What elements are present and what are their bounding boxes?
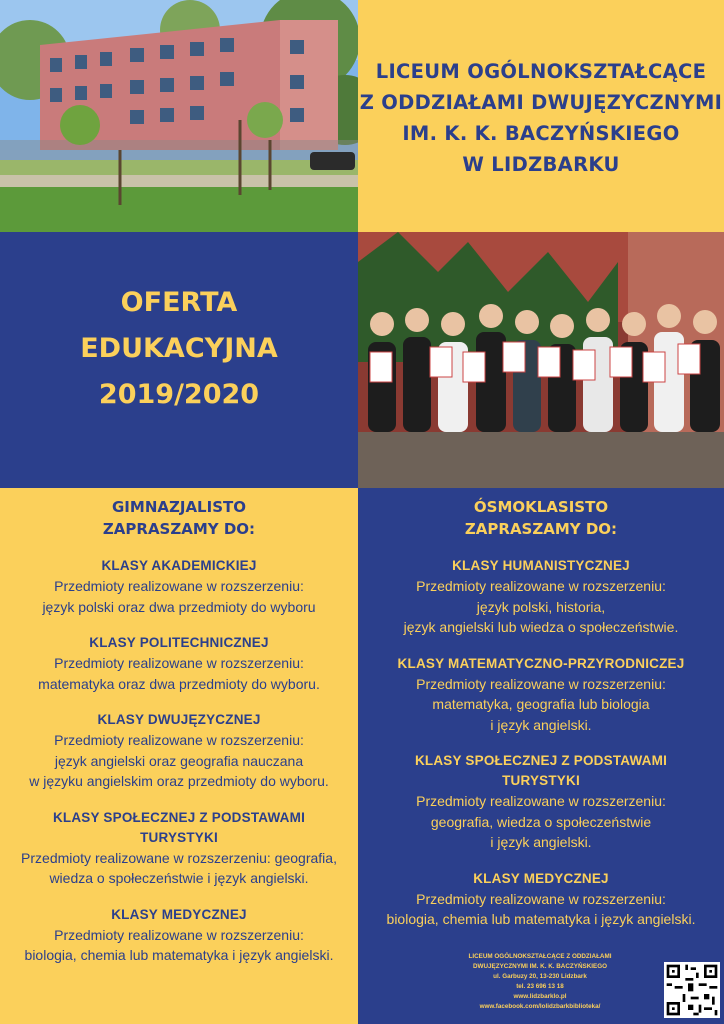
- school-building-photo: [0, 0, 358, 232]
- description-line: Przedmioty realizowane w rozszerzeniu:: [54, 578, 304, 594]
- description-line: i język angielski.: [490, 834, 592, 850]
- class-description: [0, 730, 358, 792]
- contact-footer: [442, 952, 638, 1012]
- offer-title: [0, 280, 358, 418]
- footer-website-link[interactable]: www.lidzbarklo.pl: [513, 993, 567, 1000]
- class-name: KLASY POLITECHNICZNEJ: [89, 635, 269, 650]
- class-name: KLASY HUMANISTYCZNEJ: [452, 558, 630, 573]
- class-description: [0, 925, 358, 966]
- class-name: [358, 751, 724, 791]
- description-line: w języku angielskim oraz przedmioty do wyboru.: [29, 773, 329, 789]
- class-name: KLASY MEDYCZNEJ: [111, 906, 247, 922]
- class-description: [358, 791, 724, 853]
- class-description: [0, 653, 358, 694]
- osmoklasisto-heading: [358, 488, 724, 540]
- qr-code-icon: [664, 962, 720, 1018]
- footer-phone: tel. 23 696 13 18: [516, 983, 564, 990]
- class-entry: [0, 808, 358, 889]
- class-description: [358, 674, 724, 736]
- gimnazjalisto-heading: [0, 488, 358, 540]
- description-line: geografia, wiedza o społeczeństwie: [430, 813, 652, 830]
- description-line: Przedmioty realizowane w rozszerzeniu:: [416, 890, 666, 907]
- school-title-line: IM. K. K. BACZYŃSKIEGO: [402, 122, 680, 145]
- class-description: [358, 576, 724, 638]
- offer-title-line: EDUKACYJNA: [80, 333, 278, 364]
- class-name: KLASY MATEMATYCZNO-PRZYRODNICZEJ: [397, 655, 685, 671]
- offer-title-line: OFERTA: [120, 287, 238, 318]
- footer-facebook-link[interactable]: www.facebook.com/lolidzbarkbiblioteka/: [479, 1003, 601, 1010]
- osmoklasisto-column: [358, 488, 724, 1024]
- class-entry: [358, 751, 724, 853]
- class-entry: [0, 556, 358, 617]
- class-name: KLASY MEDYCZNEJ: [473, 870, 609, 886]
- description-line: Przedmioty realizowane w rozszerzeniu:: [416, 675, 666, 692]
- class-name: [0, 808, 358, 848]
- offer-title-line: 2019/2020: [98, 379, 260, 410]
- description-line: język angielski lub wiedza o społeczeństwie.: [403, 619, 679, 635]
- heading-line: ZAPRASZAMY DO:: [102, 520, 256, 538]
- description-line: biologia, chemia lub matematyka i język angielski.: [386, 911, 696, 927]
- class-name: KLASY DWUJĘZYCZNEJ: [97, 712, 261, 727]
- description-line: język polski, historia,: [476, 598, 606, 615]
- heading-line: ÓSMOKLASISTO: [473, 498, 609, 516]
- description-line: biologia, chemia lub matematyka i język angielski.: [24, 947, 334, 963]
- students-group-photo: [358, 232, 724, 488]
- heading-line: GIMNAZJALISTO: [112, 498, 246, 516]
- description-line: Przedmioty realizowane w rozszerzeniu: geografia,: [21, 849, 337, 866]
- gimnazjalisto-column: [0, 488, 358, 1024]
- footer-address: ul. Garbuzy 20, 13-230 Lidzbark: [493, 973, 587, 980]
- school-title: [358, 56, 724, 180]
- footer-school-name: DWUJĘZYCZNYMI IM. K. K. BACZYŃSKIEGO: [473, 963, 607, 970]
- school-title-line: LICEUM OGÓLNOKSZTAŁCĄCE: [375, 60, 707, 83]
- class-name-line: TURYSTYKI: [140, 829, 218, 845]
- description-line: matematyka oraz dwa przedmioty do wyboru.: [38, 675, 320, 692]
- description-line: Przedmioty realizowane w rozszerzeniu:: [54, 732, 304, 748]
- class-entry: [358, 654, 724, 736]
- class-entry: [358, 556, 724, 638]
- description-line: matematyka, geografia lub biologia: [432, 696, 650, 712]
- description-line: Przedmioty realizowane w rozszerzeniu:: [54, 655, 304, 671]
- description-line: Przedmioty realizowane w rozszerzeniu:: [416, 578, 666, 594]
- class-description: [0, 848, 358, 889]
- school-title-line: Z ODDZIAŁAMI DWUJĘZYCZNYMI: [359, 91, 723, 114]
- description-line: język polski oraz dwa przedmioty do wyboru: [42, 598, 316, 615]
- footer-school-name: LICEUM OGÓLNOKSZTAŁCĄCE Z ODDZIAŁAMI: [468, 953, 612, 960]
- class-entry: [0, 633, 358, 694]
- class-entry: [0, 710, 358, 792]
- description-line: i język angielski.: [490, 716, 592, 733]
- class-description: [0, 576, 358, 617]
- class-description: [358, 889, 724, 930]
- class-entry: [358, 869, 724, 930]
- description-line: Przedmioty realizowane w rozszerzeniu:: [416, 793, 666, 809]
- class-name-line: KLASY SPOŁECZNEJ Z PODSTAWAMI: [414, 753, 668, 768]
- description-line: wiedza o społeczeństwie i język angielski.: [49, 870, 309, 886]
- school-name-panel: [358, 0, 724, 232]
- class-name-line: KLASY SPOŁECZNEJ Z PODSTAWAMI: [52, 809, 306, 825]
- description-line: Przedmioty realizowane w rozszerzeniu:: [54, 926, 304, 943]
- description-line: język angielski oraz geografia nauczana: [54, 752, 304, 769]
- class-name: KLASY AKADEMICKIEJ: [101, 558, 257, 573]
- class-entry: [0, 905, 358, 966]
- heading-line: ZAPRASZAMY DO:: [464, 520, 618, 538]
- class-name-line: TURYSTYKI: [502, 773, 580, 788]
- school-title-line: W LIDZBARKU: [462, 153, 620, 176]
